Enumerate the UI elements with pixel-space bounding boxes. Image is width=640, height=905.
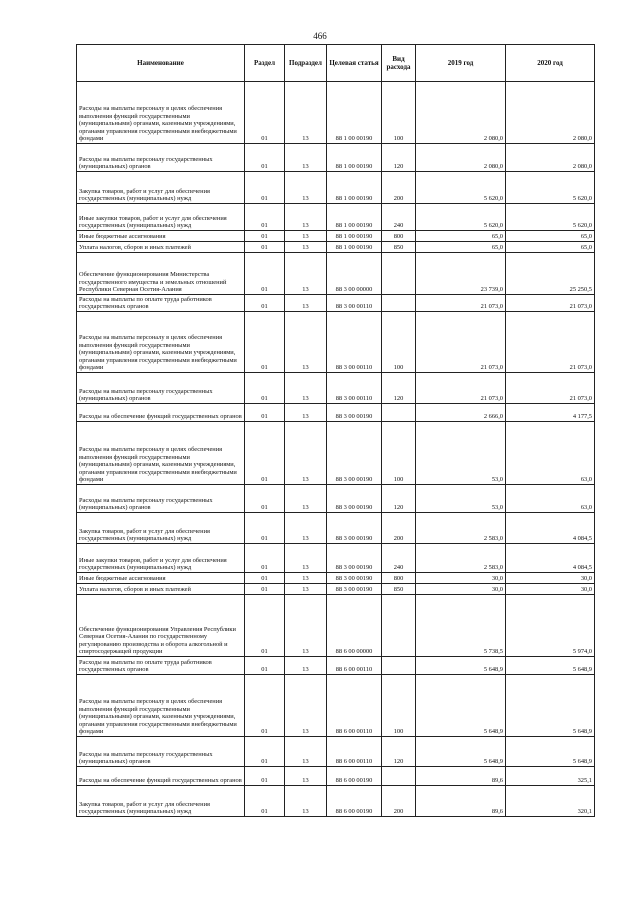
cell-name: Уплата налогов, сборов и иных платежей [77, 584, 245, 595]
cell-year-2020: 2 080,0 [506, 82, 595, 144]
cell-year-2020: 4 084,5 [506, 544, 595, 573]
cell-target: 88 3 00 00190 [327, 485, 382, 513]
table-row [77, 737, 595, 767]
cell-subsection: 13 [285, 657, 327, 675]
cell-year-2020: 30,0 [506, 573, 595, 584]
cell-name: Расходы на выплаты по оплате труда работников государственных органов [77, 657, 245, 675]
cell-year-2019: 5 648,9 [416, 737, 506, 767]
header-expense-type: Вид расхода [382, 45, 416, 82]
cell-target: 88 6 00 00190 [327, 786, 382, 817]
cell-section: 01 [245, 675, 285, 737]
table-row [77, 767, 595, 786]
cell-section: 01 [245, 657, 285, 675]
cell-target: 88 1 00 00190 [327, 242, 382, 253]
cell-target: 88 1 00 00190 [327, 82, 382, 144]
cell-section: 01 [245, 144, 285, 172]
cell-name: Расходы на выплаты по оплате труда работников государственных органов [77, 295, 245, 312]
table-header-row [77, 45, 595, 82]
cell-section: 01 [245, 231, 285, 242]
cell-year-2020: 2 080,0 [506, 144, 595, 172]
cell-year-2020: 65,0 [506, 231, 595, 242]
table-row [77, 786, 595, 817]
header-year-2020: 2020 год [506, 45, 595, 82]
cell-name: Расходы на обеспечение функций государственных органов [77, 404, 245, 422]
cell-year-2019: 2 080,0 [416, 82, 506, 144]
cell-target: 88 6 00 00110 [327, 675, 382, 737]
cell-year-2020: 320,1 [506, 786, 595, 817]
cell-name: Расходы на выплаты персоналу государственных (муниципальных) органов [77, 485, 245, 513]
cell-subsection: 13 [285, 204, 327, 231]
cell-subsection: 13 [285, 573, 327, 584]
cell-year-2019: 2 666,0 [416, 404, 506, 422]
cell-subsection: 13 [285, 584, 327, 595]
cell-section: 01 [245, 485, 285, 513]
cell-section: 01 [245, 82, 285, 144]
cell-expense-type [382, 295, 416, 312]
cell-target: 88 3 00 00190 [327, 544, 382, 573]
cell-subsection: 13 [285, 312, 327, 373]
cell-name: Расходы на выплаты персоналу в целях обеспечения выполнения функций государственными (муниципальными) органами, казенными учреждениями, органами управления государственными внебюджетными фондами [77, 312, 245, 373]
cell-subsection: 13 [285, 544, 327, 573]
cell-target: 88 3 00 00190 [327, 422, 382, 485]
cell-expense-type [382, 767, 416, 786]
cell-expense-type: 200 [382, 172, 416, 204]
cell-name: Закупка товаров, работ и услуг для обеспечения государственных (муниципальных) нужд [77, 172, 245, 204]
cell-expense-type: 120 [382, 485, 416, 513]
table-row [77, 242, 595, 253]
cell-section: 01 [245, 172, 285, 204]
table-body [77, 82, 595, 817]
cell-expense-type: 100 [382, 312, 416, 373]
cell-year-2020: 21 073,0 [506, 295, 595, 312]
table-row [77, 231, 595, 242]
cell-section: 01 [245, 584, 285, 595]
cell-expense-type [382, 657, 416, 675]
cell-year-2020: 30,0 [506, 584, 595, 595]
cell-year-2019: 21 073,0 [416, 295, 506, 312]
cell-year-2019: 21 073,0 [416, 312, 506, 373]
cell-name: Расходы на выплаты персоналу государственных (муниципальных) органов [77, 373, 245, 404]
table-row [77, 82, 595, 144]
cell-year-2020: 325,1 [506, 767, 595, 786]
cell-year-2020: 5 974,0 [506, 595, 595, 657]
cell-section: 01 [245, 573, 285, 584]
cell-target: 88 3 00 00110 [327, 295, 382, 312]
cell-target: 88 6 00 00110 [327, 737, 382, 767]
cell-year-2020: 25 250,5 [506, 253, 595, 295]
cell-subsection: 13 [285, 786, 327, 817]
cell-section: 01 [245, 295, 285, 312]
cell-name: Уплата налогов, сборов и иных платежей [77, 242, 245, 253]
cell-subsection: 13 [285, 373, 327, 404]
cell-subsection: 13 [285, 595, 327, 657]
cell-name: Расходы на выплаты персоналу государственных (муниципальных) органов [77, 737, 245, 767]
header-subsection: Подраздел [285, 45, 327, 82]
table-row [77, 657, 595, 675]
cell-expense-type [382, 595, 416, 657]
cell-target: 88 3 00 00190 [327, 404, 382, 422]
cell-section: 01 [245, 737, 285, 767]
cell-target: 88 1 00 00190 [327, 204, 382, 231]
cell-expense-type: 800 [382, 231, 416, 242]
cell-subsection: 13 [285, 295, 327, 312]
cell-target: 88 3 00 00190 [327, 513, 382, 544]
table-row [77, 144, 595, 172]
cell-year-2019: 5 648,9 [416, 675, 506, 737]
cell-subsection: 13 [285, 253, 327, 295]
table-row [77, 584, 595, 595]
cell-expense-type: 100 [382, 675, 416, 737]
cell-year-2020: 5 620,0 [506, 172, 595, 204]
cell-expense-type: 120 [382, 144, 416, 172]
cell-name: Иные закупки товаров, работ и услуг для обеспечения государственных (муниципальных) нужд [77, 544, 245, 573]
cell-section: 01 [245, 404, 285, 422]
cell-expense-type: 850 [382, 242, 416, 253]
cell-section: 01 [245, 422, 285, 485]
cell-target: 88 3 00 00110 [327, 373, 382, 404]
cell-expense-type: 120 [382, 373, 416, 404]
cell-subsection: 13 [285, 737, 327, 767]
cell-name: Закупка товаров, работ и услуг для обеспечения государственных (муниципальных) нужд [77, 513, 245, 544]
cell-section: 01 [245, 312, 285, 373]
cell-name: Обеспечение функционирования Управления Республики Северная Осетия-Алания по государственному регулированию производства и оборота алкогольной и спиртосодержащей продукции [77, 595, 245, 657]
cell-expense-type: 240 [382, 204, 416, 231]
table-row [77, 253, 595, 295]
cell-section: 01 [245, 242, 285, 253]
cell-year-2019: 21 073,0 [416, 373, 506, 404]
cell-target: 88 1 00 00190 [327, 172, 382, 204]
cell-target: 88 1 00 00190 [327, 144, 382, 172]
table-row [77, 485, 595, 513]
cell-year-2019: 65,0 [416, 242, 506, 253]
table-row [77, 204, 595, 231]
cell-section: 01 [245, 253, 285, 295]
cell-subsection: 13 [285, 513, 327, 544]
cell-year-2019: 5 620,0 [416, 172, 506, 204]
cell-year-2020: 4 177,5 [506, 404, 595, 422]
header-section: Раздел [245, 45, 285, 82]
cell-year-2019: 2 583,0 [416, 513, 506, 544]
table-row [77, 312, 595, 373]
cell-subsection: 13 [285, 422, 327, 485]
cell-expense-type: 100 [382, 82, 416, 144]
cell-year-2019: 5 648,9 [416, 657, 506, 675]
table-row [77, 172, 595, 204]
cell-name: Закупка товаров, работ и услуг для обеспечения государственных (муниципальных) нужд [77, 786, 245, 817]
table-row [77, 595, 595, 657]
cell-section: 01 [245, 786, 285, 817]
cell-name: Расходы на выплаты персоналу государственных (муниципальных) органов [77, 144, 245, 172]
cell-year-2019: 65,0 [416, 231, 506, 242]
cell-expense-type [382, 253, 416, 295]
cell-name: Обеспечение функционирования Министерства государственного имущества и земельных отношений Республики Северная Осетия-Алания [77, 253, 245, 295]
cell-section: 01 [245, 767, 285, 786]
cell-target: 88 3 00 00000 [327, 253, 382, 295]
cell-year-2020: 21 073,0 [506, 373, 595, 404]
table-row [77, 544, 595, 573]
table-row [77, 573, 595, 584]
cell-expense-type: 100 [382, 422, 416, 485]
cell-subsection: 13 [285, 172, 327, 204]
cell-expense-type: 850 [382, 584, 416, 595]
cell-year-2019: 5 620,0 [416, 204, 506, 231]
cell-section: 01 [245, 544, 285, 573]
cell-name: Иные бюджетные ассигнования [77, 231, 245, 242]
cell-subsection: 13 [285, 144, 327, 172]
cell-year-2019: 2 080,0 [416, 144, 506, 172]
cell-target: 88 3 00 00190 [327, 573, 382, 584]
cell-year-2020: 5 648,9 [506, 657, 595, 675]
cell-expense-type [382, 404, 416, 422]
cell-name: Расходы на обеспечение функций государственных органов [77, 767, 245, 786]
cell-expense-type: 120 [382, 737, 416, 767]
cell-year-2019: 53,0 [416, 422, 506, 485]
budget-table [76, 44, 595, 817]
cell-year-2020: 63,0 [506, 485, 595, 513]
cell-year-2019: 30,0 [416, 584, 506, 595]
page-number: 466 [313, 31, 327, 41]
cell-name: Расходы на выплаты персоналу в целях обеспечения выполнения функций государственными (муниципальными) органами, казенными учреждениями, органами управления государственными внебюджетными фондами [77, 422, 245, 485]
cell-subsection: 13 [285, 231, 327, 242]
cell-subsection: 13 [285, 82, 327, 144]
cell-year-2019: 53,0 [416, 485, 506, 513]
cell-target: 88 3 00 00110 [327, 312, 382, 373]
cell-expense-type: 200 [382, 513, 416, 544]
cell-section: 01 [245, 373, 285, 404]
cell-year-2019: 30,0 [416, 573, 506, 584]
table-row [77, 404, 595, 422]
cell-target: 88 6 00 00110 [327, 657, 382, 675]
cell-year-2019: 2 583,0 [416, 544, 506, 573]
cell-section: 01 [245, 204, 285, 231]
cell-year-2020: 4 084,5 [506, 513, 595, 544]
cell-year-2020: 5 648,9 [506, 737, 595, 767]
cell-section: 01 [245, 513, 285, 544]
table-row [77, 373, 595, 404]
cell-subsection: 13 [285, 404, 327, 422]
cell-expense-type: 240 [382, 544, 416, 573]
cell-expense-type: 200 [382, 786, 416, 817]
cell-year-2019: 89,6 [416, 786, 506, 817]
cell-year-2020: 21 073,0 [506, 312, 595, 373]
cell-subsection: 13 [285, 485, 327, 513]
table-row [77, 513, 595, 544]
cell-target: 88 6 00 00000 [327, 595, 382, 657]
cell-target: 88 1 00 00190 [327, 231, 382, 242]
cell-subsection: 13 [285, 767, 327, 786]
header-target: Целевая статья [327, 45, 382, 82]
cell-subsection: 13 [285, 675, 327, 737]
cell-year-2019: 5 738,5 [416, 595, 506, 657]
cell-name: Расходы на выплаты персоналу в целях обеспечения выполнения функций государственными (муниципальными) органами, казенными учреждениями, органами управления государственными внебюджетными фондами [77, 675, 245, 737]
cell-year-2019: 89,6 [416, 767, 506, 786]
cell-year-2019: 23 739,0 [416, 253, 506, 295]
cell-expense-type: 800 [382, 573, 416, 584]
cell-subsection: 13 [285, 242, 327, 253]
cell-name: Иные закупки товаров, работ и услуг для обеспечения государственных (муниципальных) нужд [77, 204, 245, 231]
cell-target: 88 3 00 00190 [327, 584, 382, 595]
header-name: Наименование [77, 45, 245, 82]
cell-year-2020: 5 648,9 [506, 675, 595, 737]
cell-year-2020: 63,0 [506, 422, 595, 485]
cell-name: Иные бюджетные ассигнования [77, 573, 245, 584]
cell-name: Расходы на выплаты персоналу в целях обеспечения выполнения функций государственными (муниципальными) органами, казенными учреждениями, органами управления государственными внебюджетными фондами [77, 82, 245, 144]
table-row [77, 295, 595, 312]
table-row [77, 422, 595, 485]
cell-target: 88 6 00 00190 [327, 767, 382, 786]
cell-year-2020: 5 620,0 [506, 204, 595, 231]
header-year-2019: 2019 год [416, 45, 506, 82]
cell-year-2020: 65,0 [506, 242, 595, 253]
table-row [77, 675, 595, 737]
cell-section: 01 [245, 595, 285, 657]
